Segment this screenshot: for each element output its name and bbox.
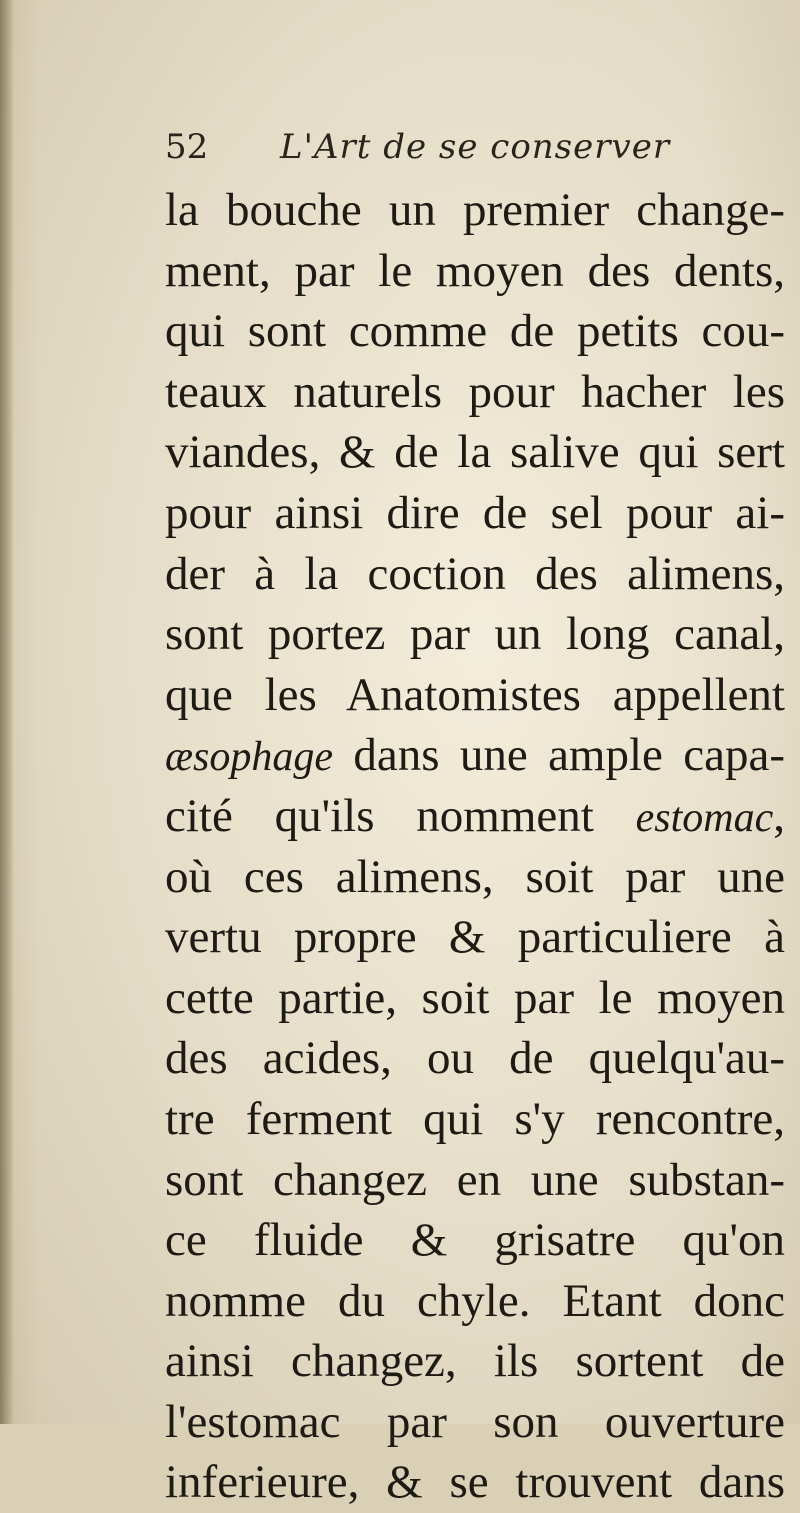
text-span: que les Anatomistes appellent <box>165 668 785 721</box>
text-span: nomme du chyle. Etant donc <box>165 1274 785 1327</box>
text-line <box>165 301 785 362</box>
text-line <box>165 1392 785 1453</box>
text-line <box>165 665 785 726</box>
text-line <box>165 1271 785 1332</box>
text-span: sont changez en une substan- <box>165 1153 785 1206</box>
text-line <box>165 604 785 665</box>
text-line <box>165 847 785 908</box>
text-line <box>165 362 785 423</box>
text-line <box>165 422 785 483</box>
italic-term: estomac <box>635 794 774 841</box>
text-line <box>165 180 785 241</box>
running-head <box>165 122 765 172</box>
text-line <box>165 786 785 847</box>
text-span: l'estomac par son ouverture <box>165 1395 785 1448</box>
text-span: ment, par le moyen des dents, <box>165 244 785 297</box>
running-head-title: L'Art de se conserver <box>280 127 671 167</box>
text-span: ainsi changez, ils sortent de <box>165 1335 785 1388</box>
italic-term: æsophage <box>165 734 333 781</box>
text-line <box>165 1028 785 1089</box>
text-line <box>165 1089 785 1150</box>
text-span: inferieure, & se trouvent dans <box>165 1456 785 1509</box>
text-span: cité qu'ils nomment <box>165 789 636 842</box>
text-span: tre ferment qui s'y rencontre, <box>165 1092 785 1145</box>
text-span: où ces alimens, soit par une <box>165 850 785 903</box>
body-text <box>165 180 785 1513</box>
text-span: , <box>773 789 785 842</box>
text-span: des acides, ou de quelqu'au- <box>165 1032 785 1085</box>
text-line <box>165 1331 785 1392</box>
text-line <box>165 1210 785 1271</box>
text-span: der à la coction des alimens, <box>165 547 785 600</box>
text-line <box>165 725 785 786</box>
text-line <box>165 968 785 1029</box>
text-span: pour ainsi dire de sel pour ai- <box>165 486 785 539</box>
text-line <box>165 483 785 544</box>
text-span: sont portez par un long canal, <box>165 608 785 661</box>
text-line <box>165 1150 785 1211</box>
text-span: dans une ample capa- <box>333 729 785 782</box>
page-number: 52 <box>165 127 209 167</box>
text-line <box>165 907 785 968</box>
binding-edge <box>0 0 14 1424</box>
text-span: la bouche un premier change- <box>165 184 785 236</box>
text-line <box>165 1452 785 1513</box>
text-span: qui sont comme de petits cou- <box>165 305 785 358</box>
text-span: vertu propre & particuliere à <box>165 911 785 964</box>
text-line <box>165 544 785 605</box>
text-span: ce fluide & grisatre qu'on <box>165 1214 785 1267</box>
text-line <box>165 241 785 302</box>
text-span: cette partie, soit par le moyen <box>165 971 785 1024</box>
text-span: viandes, & de la salive qui sert <box>165 426 785 479</box>
text-span: teaux naturels pour hacher les <box>165 365 785 418</box>
